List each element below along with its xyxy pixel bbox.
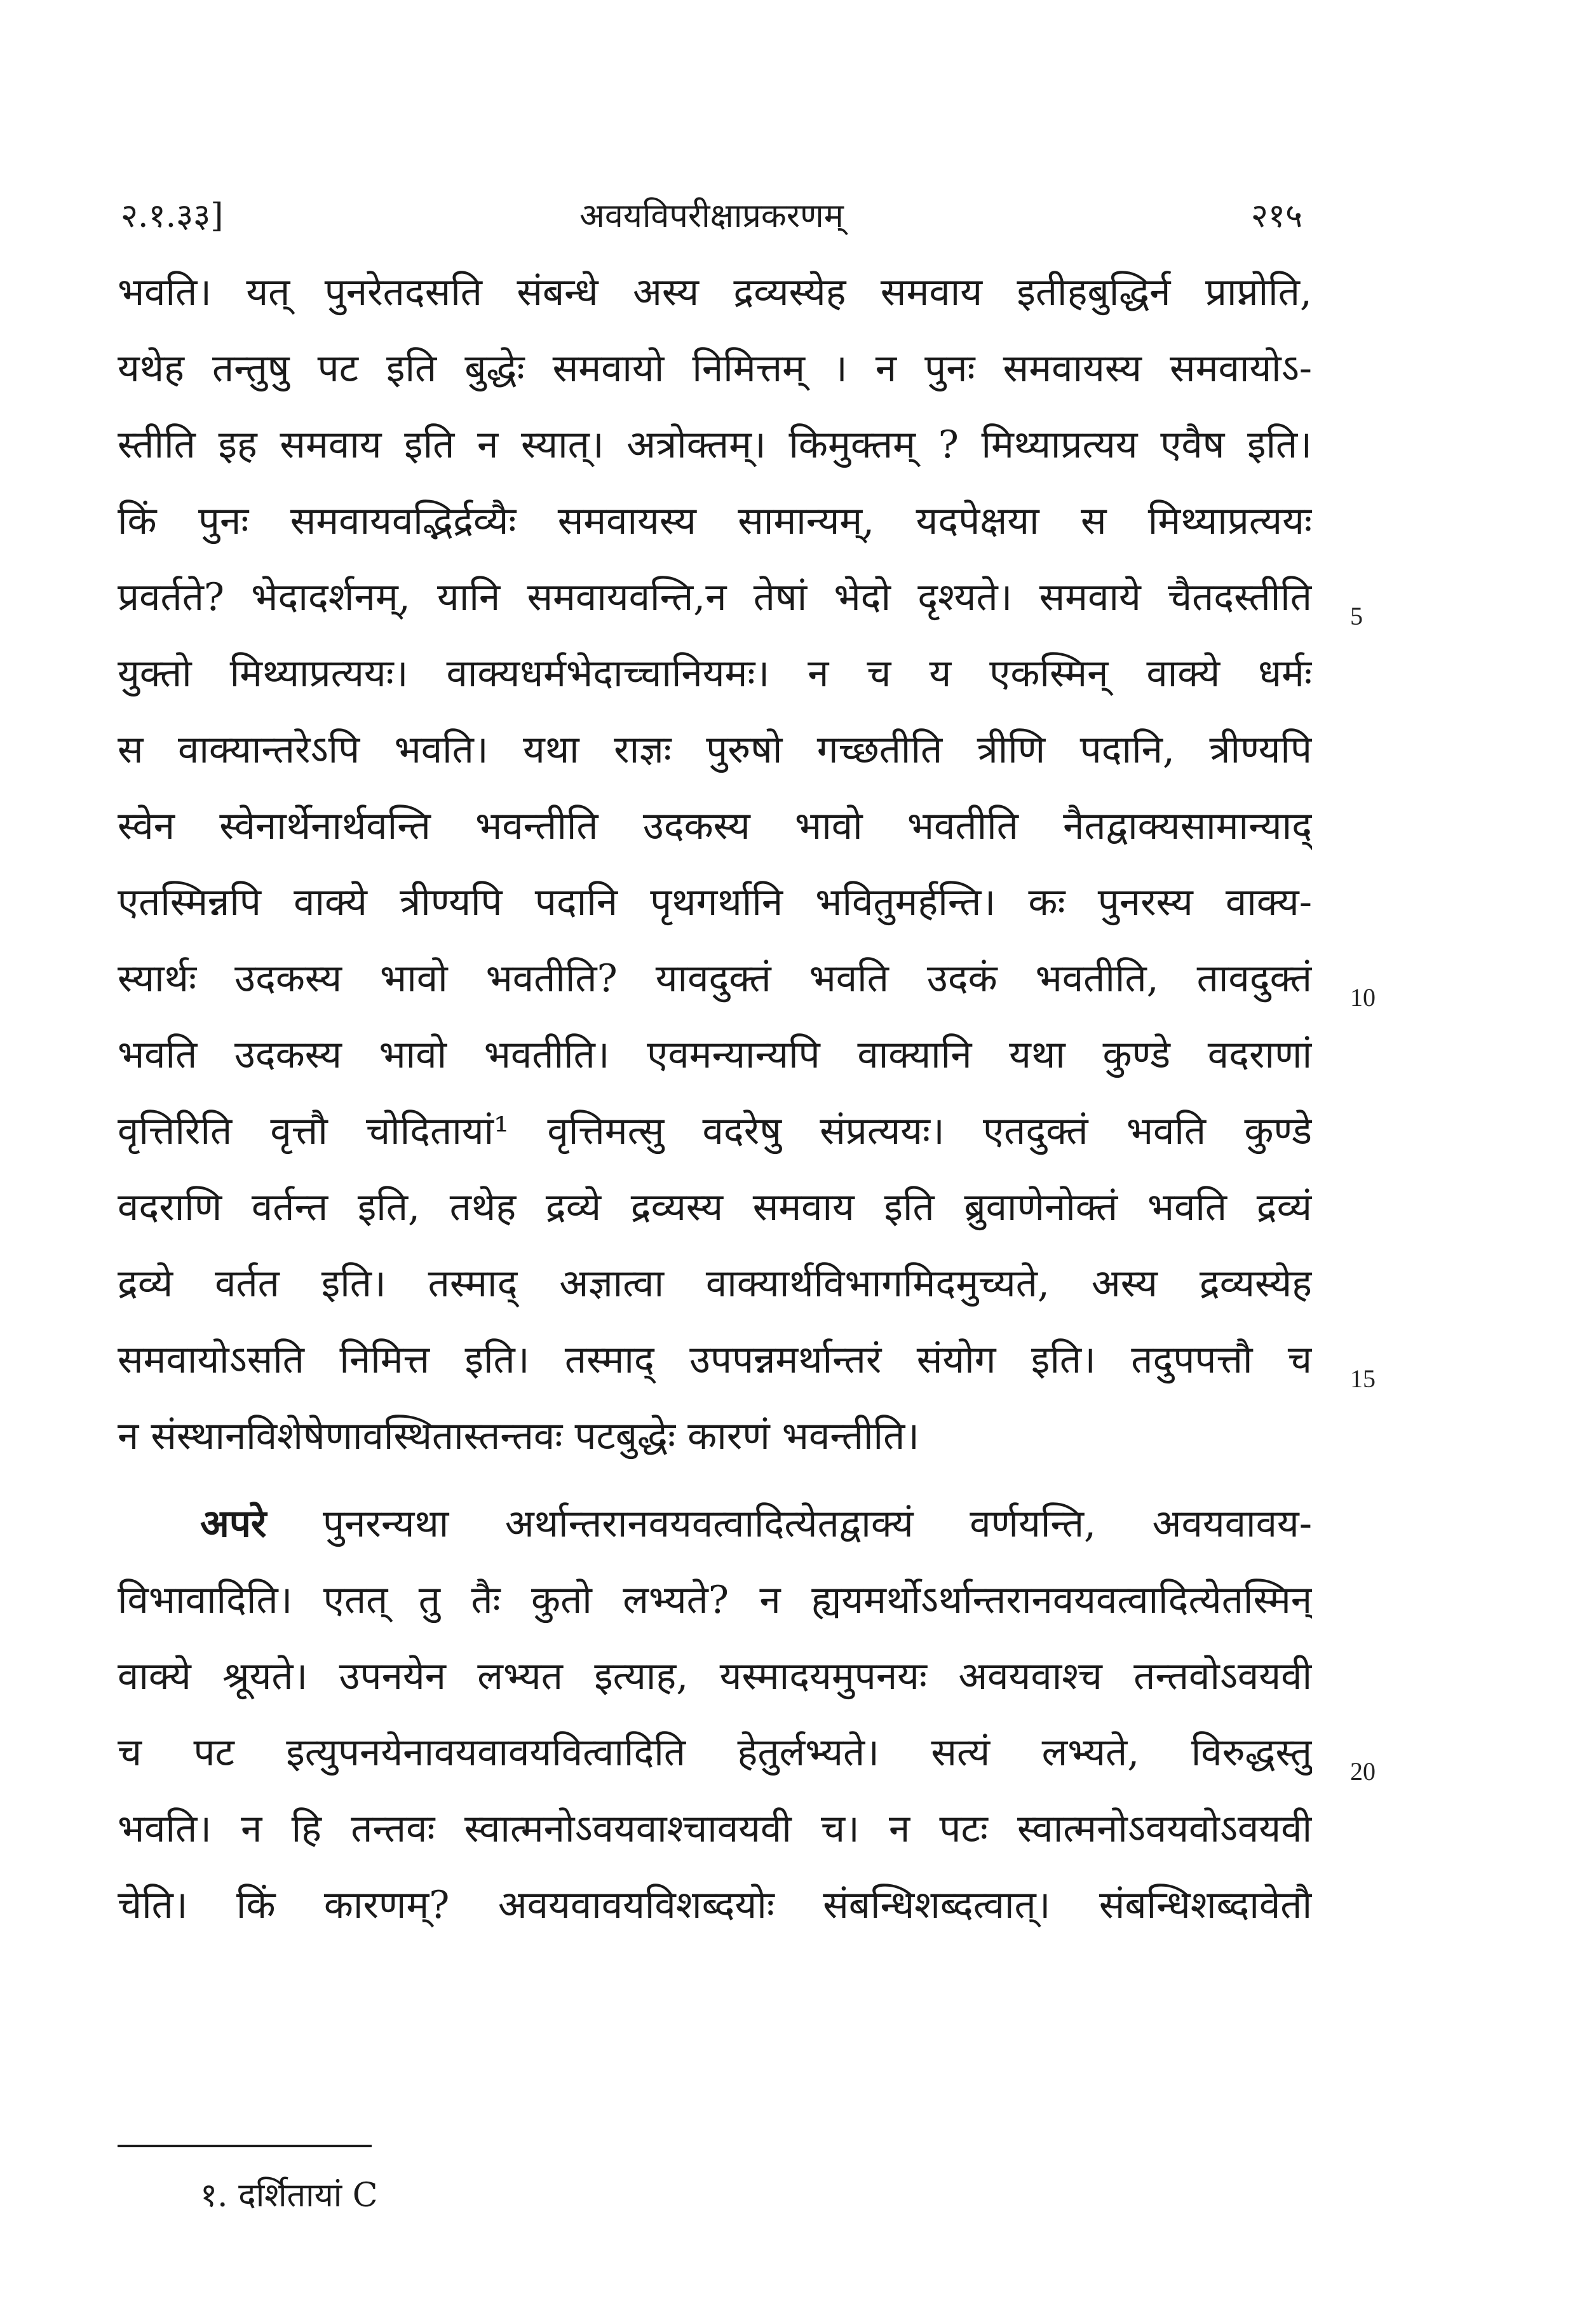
- chapter-title: अवयविपरीक्षाप्रकरणम्: [579, 197, 844, 235]
- text-line-11: भवति उदकस्य भावो भवतीति। एवमन्यान्यपि वाक्यानि यथा कुण्डे वदराणां: [118, 1033, 1312, 1077]
- paragraph-2-line-4: च पट इत्युपनयेनावयवावयवित्वादिति हेतुर्लभ्यते। सत्यं लभ्यते, विरुद्धस्तु: [118, 1730, 1312, 1775]
- body-text: [118, 254, 1312, 1943]
- paragraph-2-line-5: भवति। न हि तन्तवः स्वात्मनोऽवयवाश्चावयवी च। न पटः स्वात्मनोऽवयवोऽवयवी: [118, 1807, 1312, 1851]
- footnote: १. दर्शितायां C: [200, 2176, 378, 2215]
- paragraph-2-line-2: विभावादिति। एतत् तु तैः कुतो लभ्यते? न ह्ययमर्थोऽर्थान्तरानवयवत्वादित्येतस्मिन्: [118, 1578, 1312, 1622]
- text-line-5: प्रवर्तते? भेदादर्शनम्, यानि समवायवन्ति,न तेषां भेदो दृश्यते। समवाये चैतदस्तीति: [118, 575, 1312, 620]
- paragraph-2-line-3: वाक्ये श्रूयते। उपनयेन लभ्यत इत्याह, यस्मादयमुपनयः अवयवाश्च तन्तवोऽवयवी: [118, 1654, 1312, 1699]
- text-line-9: एतस्मिन्नपि वाक्ये त्रीण्यपि पदानि पृथगर्थानि भवितुमर्हन्ति। कः पुनरस्य वाक्य-: [118, 880, 1312, 925]
- text-line-7: स वाक्यान्तरेऽपि भवति। यथा राज्ञः पुरुषो गच्छतीति त्रीणि पदानि, त्रीण्यपि: [118, 728, 1312, 772]
- text-line-15: समवायोऽसति निमित्त इति। तस्माद् उपपन्नमर्थान्तरं संयोग इति। तदुपपत्तौ च: [118, 1338, 1312, 1382]
- first-line-rest: पुनरन्यथा अर्थान्तरानवयवत्वादित्येतद्वाक्यं वर्णयन्ति, अवयवावय-: [266, 1502, 1312, 1546]
- section-reference: २.१.३३]: [121, 197, 224, 235]
- text-line-12: वृत्तिरिति वृत्तौ चोदितायां¹ वृत्तिमत्सु वदरेषु संप्रत्ययः। एतदुक्तं भवति कुण्डे: [118, 1109, 1312, 1153]
- page-number: २१५: [1250, 197, 1302, 235]
- text-line-13: वदराणि वर्तन्त इति, तथेह द्रव्ये द्रव्यस्य समवाय इति ब्रुवाणेनोक्तं भवति द्रव्यं: [118, 1185, 1312, 1230]
- line-number-20: 20: [1350, 1757, 1376, 1786]
- text-line-10: स्यार्थः उदकस्य भावो भवतीति? यावदुक्तं भवति उदकं भवतीति, तावदुक्तं: [118, 956, 1312, 1001]
- text-line-3: स्तीति इह समवाय इति न स्यात्। अत्रोक्तम्। किमुक्तम् ? मिथ्याप्रत्यय एवैष इति।: [118, 423, 1312, 467]
- running-head: [121, 187, 1302, 245]
- line-number-5: 5: [1350, 602, 1363, 630]
- line-number-10: 10: [1350, 983, 1376, 1012]
- text-line-2: यथेह तन्तुषु पट इति बुद्धेः समवायो निमित्तम् । न पुनः समवायस्य समवायोऽ-: [118, 346, 1312, 391]
- paragraph-2-line-6: चेति। किं कारणम्? अवयवावयविशब्दयोः संबन्धिशब्दत्वात्। संबन्धिशब्दावेतौ: [118, 1883, 1312, 1927]
- line-number-15: 15: [1350, 1364, 1376, 1393]
- paragraph-2-first-line: [118, 1486, 1312, 1562]
- footnote-rule: [118, 2145, 372, 2147]
- paragraph-gap: [118, 1474, 1312, 1486]
- text-line-4: किं पुनः समवायवद्भिर्द्रव्यैः समवायस्य सामान्यम्, यदपेक्षया स मिथ्याप्रत्ययः: [118, 499, 1312, 543]
- text-line-1: भवति। यत् पुनरेतदसति संबन्धे अस्य द्रव्यस्येह समवाय इतीहबुद्धिर्न प्राप्नोति,: [118, 270, 1312, 315]
- text-line-14: द्रव्ये वर्तत इति। तस्माद् अज्ञात्वा वाक्यार्थविभागमिदमुच्यते, अस्य द्रव्यस्येह: [118, 1261, 1312, 1306]
- bold-lead-word: अपरे: [200, 1502, 267, 1546]
- text-line-16: न संस्थानविशेषेणावस्थितास्तन्तवः पटबुद्धेः कारणं भवन्तीति।: [118, 1414, 920, 1458]
- text-line-6: युक्तो मिथ्याप्रत्ययः। वाक्यधर्मभेदाच्चानियमः। न च य एकस्मिन् वाक्ये धर्मः: [118, 651, 1312, 696]
- text-line-8: स्वेन स्वेनार्थेनार्थवन्ति भवन्तीति उदकस्य भावो भवतीति नैतद्वाक्यसामान्याद्: [118, 804, 1312, 848]
